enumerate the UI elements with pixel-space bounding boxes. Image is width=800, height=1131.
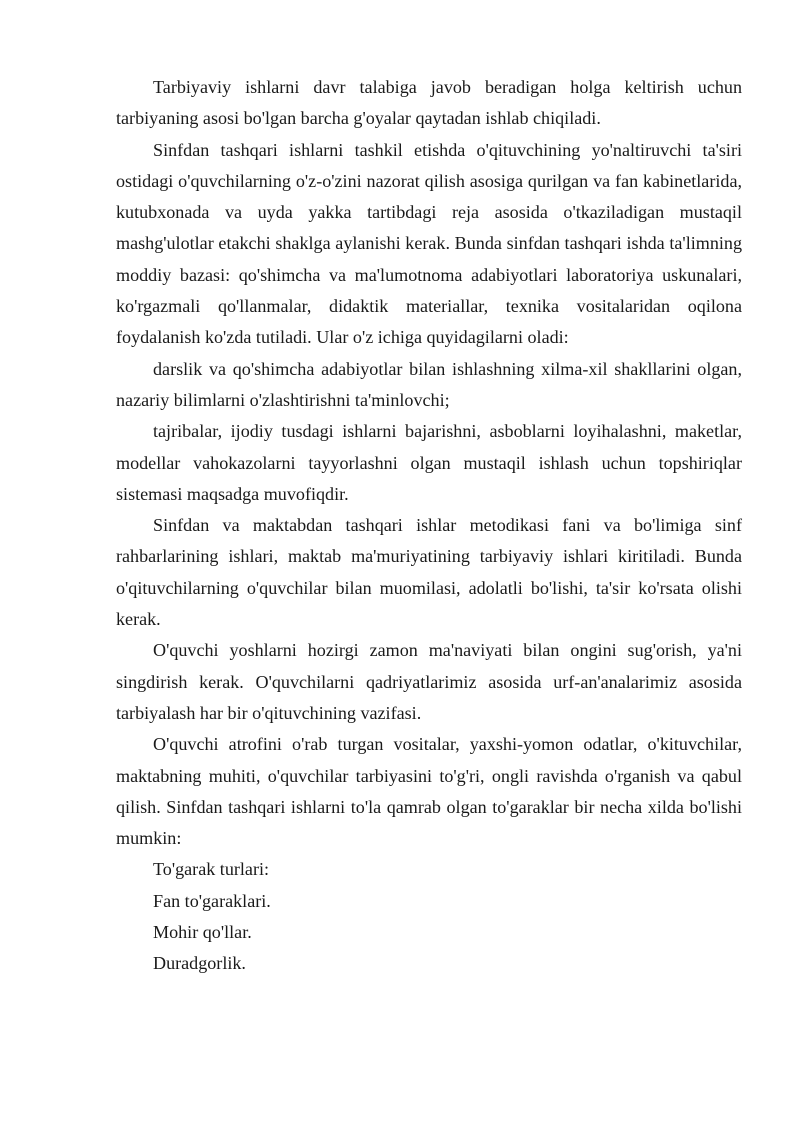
paragraph-1: Tarbiyaviy ishlarni davr talabiga javob beradigan holga keltirish uchun tarbiyaning asosi bo'lgan barcha g'oyalar qaytadan ishlab chiqiladi. [116,77,742,129]
paragraph-4: tajribalar, ijodiy tusdagi ishlarni bajarishni, asboblarni loyihalashni, maketlar, modellar vahokazolarni tayyorlashni olgan mustaqil ishlash uchun topshiriqlar sistemasi maqsadga muvofiqdir. [116,421,742,504]
list-line-1: To'garak turlari: [153,859,270,880]
paragraph-5: Sinfdan va maktabdan tashqari ishlar metodikasi fani va bo'limiga sinf rahbarlarining ishlari, maktab ma'muriyatining tarbiyaviy ishlari kiritiladi. Bunda o'qituvchilarning o'quvchilar bilan muomilasi, adolatli bo'lishi, ta'sir ko'rsata olishi kerak. [116,515,742,630]
list-line-2: Fan to'garaklari. [153,890,271,911]
paragraph-6: O'quvchi yoshlarni hozirgi zamon ma'naviyati bilan ongini sug'orish, ya'ni singdirish kerak. O'quvchilarni qadriyatlarimiz asosida urf-an'analarimiz asosida tarbiyalash har bir o'qituvchining vazifasi. [116,640,742,723]
list-line-3: Mohir qo'llar. [153,922,252,943]
paragraph-7: O'quvchi atrofini o'rab turgan vositalar, yaxshi-yomon odatlar, o'kituvchilar, maktabning muhiti, o'quvchilar tarbiyasini to'g'ri, ongli ravishda o'rganish va qabul qilish. Sinfdan tashqari ishlarni to'la qamrab olgan to'garaklar bir necha xilda bo'lishi mumkin: [116,734,742,849]
list-line-4: Duradgorlik. [153,953,246,974]
paragraph-2: Sinfdan tashqari ishlarni tashkil etishda o'qituvchining yo'naltiruvchi ta'siri ostidagi o'quvchilarning o'z-o'zini nazorat qilish asosiga qurilgan va fan kabinetlarida, kutubxonada va uyda yakka tartibdagi reja asosida o'tkaziladigan mustaqil mashg'ulotlar etakchi shaklga aylanishi kerak. Bunda sinfdan tashqari ishda ta'limning moddiy bazasi: qo'shimcha va ma'lumotnoma adabiyotlari laboratoriya uskunalari, ko'rgazmali qo'llanmalar, didaktik materiallar, texnika vositalaridan oqilona foydalanish ko'zda tutiladi. Ular o'z ichiga quyidagilarni oladi: [116,139,742,348]
paragraph-3: darslik va qo'shimcha adabiyotlar bilan ishlashning xilma-xil shakllarini olgan, nazariy bilimlarni o'zlashtirishni ta'minlovchi; [116,358,742,410]
document-body [116,72,742,980]
